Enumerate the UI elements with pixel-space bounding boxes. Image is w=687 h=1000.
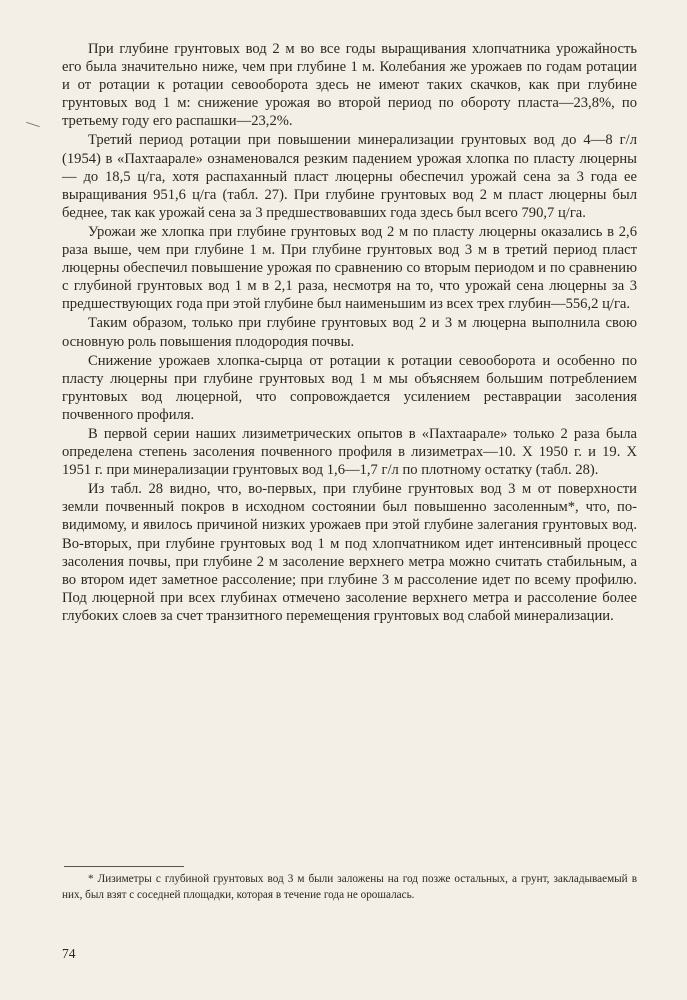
paragraph-1: При глубине грунтовых вод 2 м во все годы выращивания хлопчатника урожайность его была значительно ниже, чем при глубине 1 м. Колебания же урожаев по годам ротации и от ротации к ротации севооборота здесь не имеют таких скачков, как при глубине грунтовых вод 1 м: снижение урожая во второй период по обороту пласта—23,8%, по третьему году его распашки—23,2%. [62, 41, 637, 130]
footnote: * Лизиметры с глубиной грунтовых вод 3 м были заложены на год позже остальных, а грунт, закладываемый в них, был взят с соседней площадки, которая в течение года не орошалась. [62, 873, 637, 901]
paragraph-6: В первой серии наших лизиметрических опытов в «Пахтаарале» только 2 раза была определена степень засоления почвенного профиля в лизиметрах—10. X 1950 г. и 19. X 1951 г. при минерализации грунтовых вод 1,6—1,7 г/л по плотному остатку (табл. 28). [62, 425, 637, 479]
paragraph-3: Урожаи же хлопка при глубине грунтовых вод 2 м по пласту люцерны оказались в 2,6 раза выше, чем при глубине 1 м. При глубине грунтовых вод 3 м в третий период пласт люцерны обеспечил повышение урожая по сравнению со вторым периодом и по сравнению с глубиной грунтовых вод 1 м в 2,1 раза, несмотря на то, что урожай сена люцерны за 3 предшествующих года при этой глубине был наименьшим из всех трех глубин—556,2 ц/га. [62, 223, 637, 313]
paragraph-5: Снижение урожаев хлопка-сырца от ротации к ротации севооборота и особенно по пласту люцерны при глубине грунтовых вод 1 м мы объясняем большим потреблением грунтовых вод люцерной, что сопровождается усилением реставрации засоления почвенного профиля. [62, 352, 637, 423]
paragraph-4: Таким образом, только при глубине грунтовых вод 2 и 3 м люцерна выполнила свою основную роль повышения плодородия почвы. [62, 315, 637, 350]
paragraph-7: Из табл. 28 видно, что, во-первых, при глубине грунтовых вод 3 м от поверхности земли почвенный покров в исходном состоянии был повышенно засоленным*, что, по-видимому, и явилось причиной низких урожаев при этой глубине залегания грунтовых вод. Во-вторых, при глубине грунтовых вод 1 м под хлопчатником идет интенсивный процесс засоления почвы, при глубине 2 м засоление верхнего метра можно считать стабильным, а во втором идет заметное рассоление; при глубине 3 м рассоление идет по всему профилю. Под люцерной при всех глубинах отмечено засоление верхнего метра и рассоление более глубоких слоев за счет транзитного перемещения грунтовых вод слабой минерализации. [62, 481, 637, 624]
page-number: 74 [62, 946, 76, 961]
footnote-divider [64, 866, 184, 867]
paragraph-2: Третий период ротации при повышении минерализации грунтовых вод до 4—8 г/л (1954) в «Пахтаарале» ознаменовался резким падением урожая хлопка по пласту люцерны — до 18,5 ц/га, хотя распаханный пласт люцерны обеспечил урожай сена за 3 года ее выращивания 951,6 ц/га (табл. 27). При глубине грунтовых вод 2 м пласт люцерны был беднее, так как урожай сена за 3 предшествовавших года здесь был всего 790,7 ц/га. [62, 132, 637, 221]
body-text [62, 40, 637, 625]
margin-pencil-mark [26, 122, 40, 127]
